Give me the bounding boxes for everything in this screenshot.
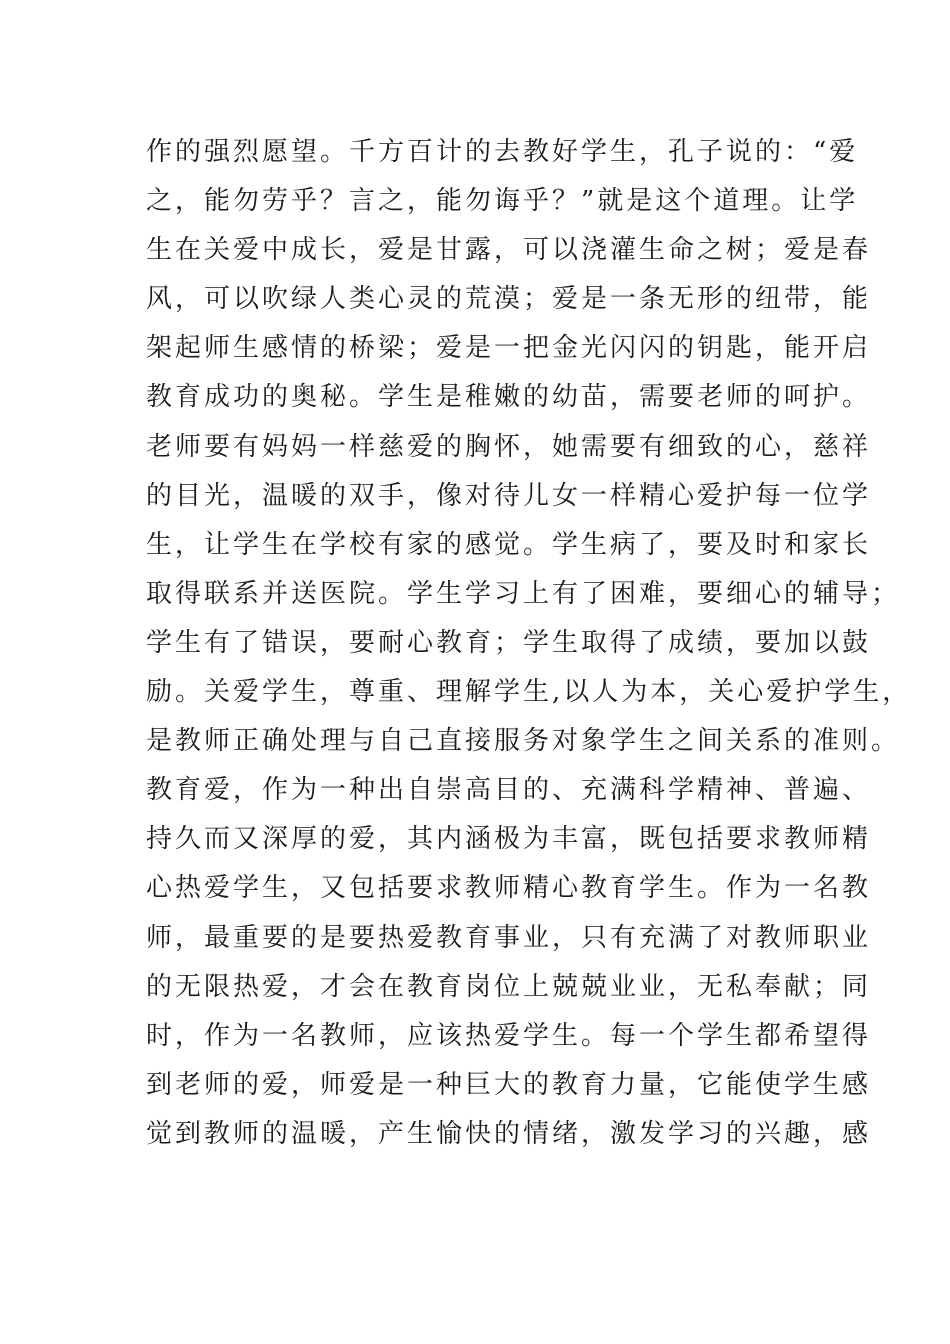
text-line: 生在关爱中成长，爱是甘露，可以浇灌生命之树；爱是春 bbox=[146, 235, 872, 266]
text-line: 风，可以吹绿人类心灵的荒漠；爱是一条无形的纽带，能 bbox=[146, 284, 872, 315]
text-line: 师，最重要的是要热爱教育事业，只有充满了对教师职业 bbox=[146, 922, 872, 953]
text-line: 到老师的爱，师爱是一种巨大的教育力量，它能使学生感 bbox=[146, 1069, 872, 1100]
text-line: 学生有了错误，要耐心教育；学生取得了成绩，要加以鼓 bbox=[146, 627, 872, 658]
body-text bbox=[146, 128, 912, 1159]
text-line: 觉到教师的温暖，产生愉快的情绪，激发学习的兴趣，感 bbox=[146, 1118, 872, 1149]
text-line: 取得联系并送医院。学生学习上有了困难，要细心的辅导； bbox=[146, 578, 901, 609]
text-line: 架起师生感情的桥梁；爱是一把金光闪闪的钥匙，能开启 bbox=[146, 333, 872, 364]
text-line: 是教师正确处理与自己直接服务对象学生之间关系的准则。 bbox=[146, 726, 901, 757]
text-line: 之，能勿劳乎？言之，能勿诲乎？”就是这个道理。让学 bbox=[146, 186, 859, 217]
text-line: 的无限热爱，才会在教育岗位上兢兢业业，无私奉献；同 bbox=[146, 971, 872, 1002]
text-line: 时，作为一名教师，应该热爱学生。每一个学生都希望得 bbox=[146, 1020, 872, 1051]
text-line: 教育爱，作为一种出自崇高目的、充满科学精神、普遍、 bbox=[146, 775, 872, 806]
text-line: 教育成功的奥秘。学生是稚嫩的幼苗，需要老师的呵护。 bbox=[146, 382, 872, 413]
text-line: 励。关爱学生，尊重、理解学生,以人为本，关心爱护学生， bbox=[146, 677, 912, 708]
text-line: 老师要有妈妈一样慈爱的胸怀，她需要有细致的心，慈祥 bbox=[146, 431, 872, 462]
text-line: 生，让学生在学校有家的感觉。学生病了，要及时和家长 bbox=[146, 529, 872, 560]
text-line: 持久而又深厚的爱，其内涵极为丰富，既包括要求教师精 bbox=[146, 824, 872, 855]
text-line: 作的强烈愿望。千方百计的去教好学生，孔子说的：“爱 bbox=[146, 137, 859, 167]
text-line: 的目光，温暖的双手，像对待儿女一样精心爱护每一位学 bbox=[146, 480, 872, 511]
text-line: 心热爱学生，又包括要求教师精心教育学生。作为一名教 bbox=[146, 873, 872, 904]
